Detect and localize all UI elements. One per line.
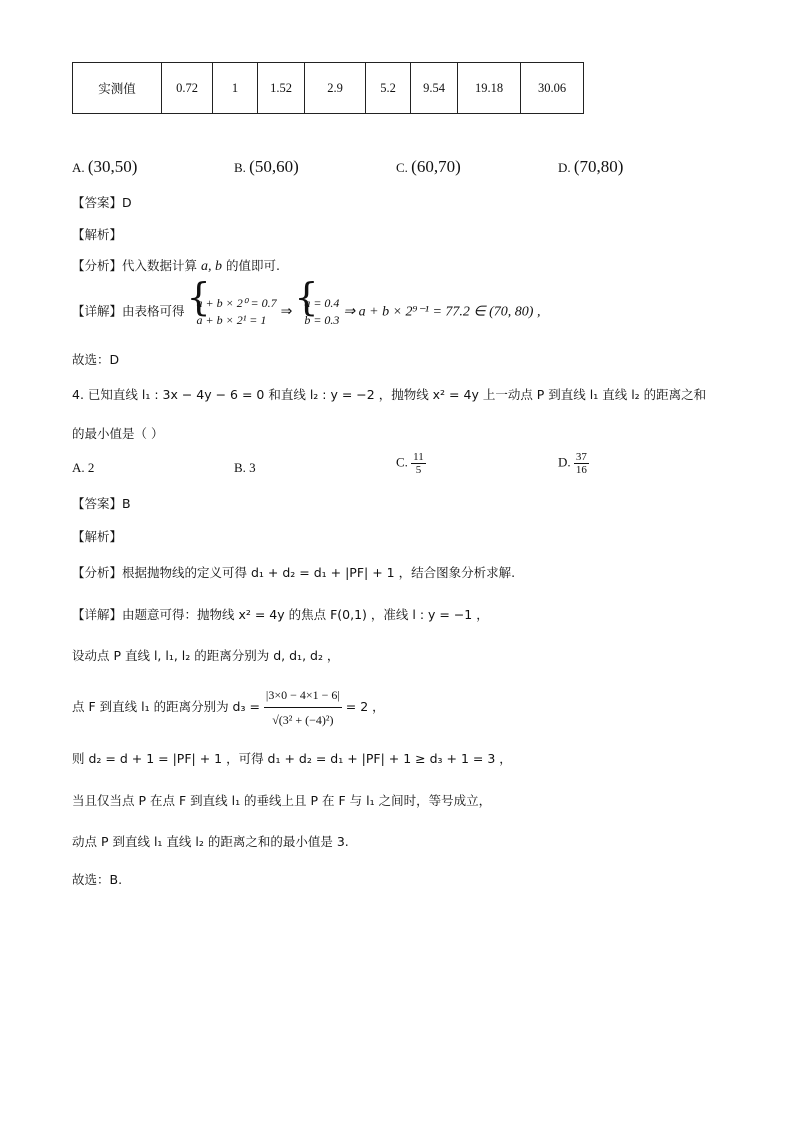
fraction: $\frac{11}{5}$ [413,451,424,476]
q3-detailed-solution: 【详解】由表格可得 { a + b × 2⁰ = 0.7 a + b × 2¹ = 1 ⇒ { a = 0.4 b = 0.3 ⇒ a + b × 2⁹⁻¹ = 77.2 ∈ (70, 80) , [72,295,540,329]
q4-stem-line1: 4. 已知直线 l₁ : 3x − 4y − 6 = 0 和直线 l₂ : y = −2 ，抛物线 x² = 4y 上一动点 P 到直线 l₁ 直线 l₂ 的距离之和 [72,387,707,402]
table-header-cell: 实测值 [73,63,162,114]
equation-system-2: { a = 0.4 b = 0.3 [296,295,339,329]
q3-answer: 【答案】D [72,195,132,210]
table-cell: 5.2 [366,63,411,114]
q4-option-b: B. 3 [234,460,256,475]
table-cell: 1.52 [258,63,305,114]
q4-option-a: A. 2 [72,460,95,475]
q4-detailed-solution: 【详解】由题意可得：抛物线 x² = 4y 的焦点 F(0,1) ，准线 l : y = −1 ， [72,607,489,622]
q4-stem-line2: 的最小值是（ ） [72,426,164,441]
q4-solution-line4: 当且仅当点 P 在点 F 到直线 l₁ 的垂线上且 P 在 F 与 l₁ 之间时，等号成立， [72,793,492,808]
q4-solution-line1: 设动点 P 直线 l, l₁, l₂ 的距离分别为 d, d₁, d₂ ， [72,648,340,663]
q3-analysis-summary: 【分析】代入数据计算 a, b 的值即可. [72,258,280,274]
q4-analysis-summary: 【分析】根据抛物线的定义可得 d₁ + d₂ = d₁ + |PF| + 1 ，结合图象分析求解. [72,565,516,580]
table-cell: 9.54 [411,63,458,114]
q3-option-d: D. (70,80) [558,157,624,176]
measured-values-table [72,62,584,114]
q4-answer: 【答案】B [72,496,131,511]
table-cell: 0.72 [162,63,213,114]
q3-option-a: A. (30,50) [72,157,138,176]
fraction: $\frac{37}{16}$ [575,451,587,476]
q4-choice: 故选：B. [72,872,123,887]
q4-solution-line3: 则 d₂ = d + 1 = |PF| + 1 ，可得 d₁ + d₂ = d₁ + |PF| + 1 ≥ d₃ + 1 = 3 ， [72,751,512,766]
q4-solution-line5: 动点 P 到直线 l₁ 直线 l₂ 的距离之和的最小值是 3. [72,834,349,849]
table-cell: 2.9 [305,63,366,114]
table-row [73,63,584,114]
q4-option-d: D. $\frac{37}{16}$ [558,451,587,476]
table-cell: 19.18 [458,63,521,114]
distance-fraction: $\frac{|3\times 0 - 4\times 1 - 6|}{\text{√(3² + (−4)²)}}$ [264,683,342,732]
q3-choice: 故选：D [72,352,120,367]
q3-option-c: C. (60,70) [396,157,461,176]
equation-system-1: { a + b × 2⁰ = 0.7 a + b × 2¹ = 1 [189,295,277,329]
q4-solution-line2: 点 F 到直线 l₁ 的距离分别为 d₃ = $\frac{|3\times 0 - 4\times 1 - 6|}{\text{√(3² + (−4)²)}}$ = 2 ， [72,683,385,732]
q3-option-b: B. (50,60) [234,157,299,176]
q4-analysis-heading: 【解析】 [72,529,123,544]
q4-option-c: C. $\frac{11}{5}$ [396,451,424,476]
q3-analysis-heading: 【解析】 [72,227,123,242]
table-cell: 30.06 [521,63,584,114]
table-cell: 1 [213,63,258,114]
